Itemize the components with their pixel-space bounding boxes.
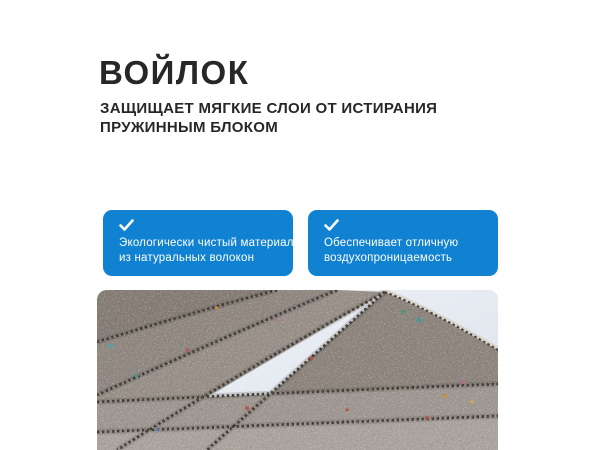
feature-card-eco-material <box>103 210 293 276</box>
subtitle-line-2: ПРУЖИННЫМ БЛОКОМ <box>100 119 278 136</box>
page-title: ВОЙЛОК <box>99 54 250 91</box>
felt-layers-photo <box>97 290 498 450</box>
feature-text-line: Обеспечивает отличную <box>324 237 459 249</box>
subtitle-line-1: ЗАЩИЩАЕТ МЯГКИЕ СЛОИ ОТ ИСТИРАНИЯ <box>100 100 438 117</box>
page-subtitle <box>100 99 437 137</box>
feature-text-line: Экологически чистый материал <box>119 237 294 249</box>
feature-text-line: из натуральных волокон <box>119 252 255 264</box>
check-icon <box>324 219 339 232</box>
feature-card-breathability <box>308 210 498 276</box>
felt-photo-illustration <box>97 290 498 450</box>
feature-text-line: воздухопроницаемость <box>324 252 453 264</box>
check-icon <box>119 219 134 232</box>
